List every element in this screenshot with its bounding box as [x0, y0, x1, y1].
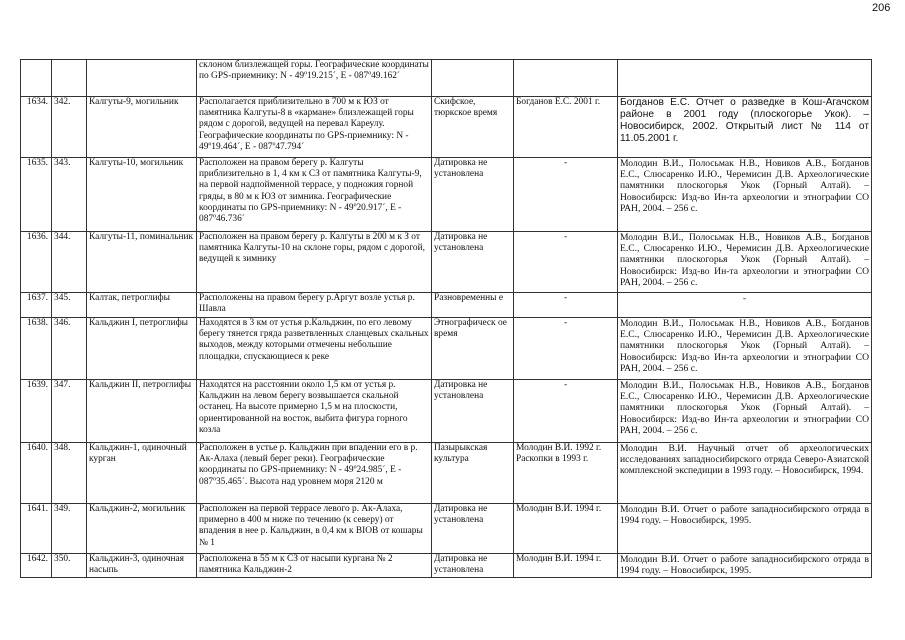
cell-dating: Датировка не установлена [432, 554, 514, 578]
cell-district-number: 350. [52, 554, 87, 578]
cell-registry-number: 1639. [21, 380, 52, 443]
cell-dating: Датировка не установлена [432, 158, 514, 232]
cell-discoverer: - [514, 318, 618, 380]
cell-district-number: 349. [52, 504, 87, 554]
cell-district-number: 343. [52, 158, 87, 232]
cell-reference: - [618, 293, 872, 318]
cell-reference: Молодин В.И., Полосьмак Н.В., Новиков А.В., Богданов Е.С., Слюсаренко И.Ю., Черемисин Д.В. Археологические памятники плоскогорья Укок (Горный Алтай). – Новосибирск: Изд-во Ин-та археологии и этнографии СО РАН, 2004. – 256 с. [618, 158, 872, 232]
cell-discoverer: Богданов Е.С. 2001 г. [514, 97, 618, 158]
table-row [21, 293, 872, 318]
cell-reference: Молодин В.И. Научный отчет об археологических исследованиях западносибирского отряда Северо-Азиатской комплексной экспедиции в 1993 году. – Новосибирск, 1994. [618, 443, 872, 504]
table-row [21, 443, 872, 504]
cell-discoverer [514, 60, 618, 97]
cell-discoverer: Молодин В.И. 1992 г. Раскопки в 1993 г. [514, 443, 618, 504]
cell-monument-name: Кальджин-1, одиночный курган [87, 443, 197, 504]
cell-dating: Датировка не установлена [432, 380, 514, 443]
cell-dating: Этнографическ ое время [432, 318, 514, 380]
cell-location-description: Расположен в устье р. Кальджин при впадении его в р. Ак-Алаха (левый берег реки). Географические координаты по GPS-приемнику: N - 49º24.985´, E - 087º35.465´. Высота над уровнем моря 2120 м [197, 443, 432, 504]
cell-registry-number: 1635. [21, 158, 52, 232]
cell-monument-name: Калгуты-9, могильник [87, 97, 197, 158]
cell-location-description: Расположена в 55 м к СЗ от насыпи кургана № 2 памятника Кальджин-2 [197, 554, 432, 578]
page-number: 206 [872, 2, 891, 14]
cell-district-number: 346. [52, 318, 87, 380]
cell-reference: Молодин В.И. Отчет о работе западносибирского отряда в 1994 году. – Новосибирск, 1995. [618, 504, 872, 554]
cell-registry-number: 1640. [21, 443, 52, 504]
cell-district-number: 345. [52, 293, 87, 318]
table-row [21, 97, 872, 158]
cell-reference: Богданов Е.С. Отчет о разведке в Кош-Агачском районе в 2001 году (плоскогорье Укок). – Новосибирск, 2002. Открытый лист № 114 от 11.05.2001 г. [618, 97, 872, 158]
cell-location-description: склоном близлежащей горы. Географические координаты по GPS-приемнику: N - 49º19.215´, E - 087º49.162´ [197, 60, 432, 97]
cell-discoverer: Молодин В.И. 1994 г. [514, 554, 618, 578]
cell-location-description: Расположен на первой террасе левого р. Ак-Алаха, примерно в 400 м ниже по течению (к северу) от впадения в нее р. Кальджин, в 0,4 км к ВІОВ от кошары № 1 [197, 504, 432, 554]
cell-monument-name: Кальджин II, петроглифы [87, 380, 197, 443]
cell-monument-name: Калтак, петроглифы [87, 293, 197, 318]
cell-monument-name: Калгуты-11, поминальник [87, 232, 197, 293]
cell-dating: Скифское, тюркское время [432, 97, 514, 158]
cell-registry-number: 1641. [21, 504, 52, 554]
cell-district-number: 348. [52, 443, 87, 504]
cell-reference: Молодин В.И., Полосьмак Н.В., Новиков А.В., Богданов Е.С., Слюсаренко И.Ю., Черемисин Д.В. Археологические памятники плоскогорья Укок (Горный Алтай). – Новосибирск: Изд-во Ин-та археологии и этнографии СО РАН, 2004. – 256 с. [618, 380, 872, 443]
cell-discoverer: - [514, 158, 618, 232]
table-body [21, 60, 872, 578]
cell-registry-number: 1636. [21, 232, 52, 293]
cell-location-description: Располагается приблизительно в 700 м к ЮЗ от памятника Калгуты-8 в «кармане» близлежащей горы рядом с дорогой, ведущей на перевал Кареулу. Географические координаты по GPS-приемнику: N - 49º19.464´, E - 087º47.794´ [197, 97, 432, 158]
table-row [21, 232, 872, 293]
cell-location-description: Расположен на правом берегу р. Калгуты в 200 м к З от памятника Калгуты-10 на склоне горы, рядом с дорогой, ведущей к зимнику [197, 232, 432, 293]
cell-location-description: Находятся на расстоянии около 1,5 км от устья р. Кальджин на левом берегу возвышается скальной останец. На высоте примерно 1,5 м на плоскости, ориентированной на восток, выбита фигура горного козла [197, 380, 432, 443]
cell-discoverer: Молодин В.И. 1994 г. [514, 504, 618, 554]
table-row [21, 504, 872, 554]
cell-registry-number: 1642. [21, 554, 52, 578]
cell-discoverer: - [514, 293, 618, 318]
cell-registry-number: 1638. [21, 318, 52, 380]
cell-dating [432, 60, 514, 97]
cell-reference: Молодин В.И. Отчет о работе западносибирского отряда в 1994 году. – Новосибирск, 1995. [618, 554, 872, 578]
cell-registry-number [21, 60, 52, 97]
cell-dating: Разновременны е [432, 293, 514, 318]
cell-district-number: 344. [52, 232, 87, 293]
cell-reference [618, 60, 872, 97]
cell-registry-number: 1637. [21, 293, 52, 318]
cell-discoverer: - [514, 380, 618, 443]
cell-district-number: 347. [52, 380, 87, 443]
cell-monument-name [87, 60, 197, 97]
cell-monument-name: Калгуты-10, могильник [87, 158, 197, 232]
cell-monument-name: Кальджин-2, могильник [87, 504, 197, 554]
table-row [21, 318, 872, 380]
cell-location-description: Расположен на правом берегу р. Калгуты приблизительно в 1, 4 км к СЗ от памятника Калгуты-9, на первой надпойменной террасе, у подножия горной гряды, в 80 м к ЮЗ от зимника. Географические координаты по GPS-приемнику: N - 49º20.917´, E - 087º46.736´ [197, 158, 432, 232]
cell-reference: Молодин В.И., Полосьмак Н.В., Новиков А.В., Богданов Е.С., Слюсаренко И.Ю., Черемисин Д.В. Археологические памятники плоскогорья Укок (Горный Алтай). – Новосибирск: Изд-во Ин-та археологии и этнографии СО РАН, 2004. – 256 с. [618, 232, 872, 293]
table-row [21, 158, 872, 232]
cell-dating: Пазырыкская культура [432, 443, 514, 504]
table-row [21, 60, 872, 97]
cell-district-number: 342. [52, 97, 87, 158]
table-row [21, 554, 872, 578]
cell-discoverer: - [514, 232, 618, 293]
cell-dating: Датировка не установлена [432, 232, 514, 293]
cell-monument-name: Кальджин I, петроглифы [87, 318, 197, 380]
cell-location-description: Расположены на правом берегу р.Аргут возле устья р. Шавла [197, 293, 432, 318]
cell-dating: Датировка не установлена [432, 504, 514, 554]
cell-reference: Молодин В.И., Полосьмак Н.В., Новиков А.В., Богданов Е.С., Слюсаренко И.Ю., Черемисин Д.В. Археологические памятники плоскогорья Укок (Горный Алтай). – Новосибирск: Изд-во Ин-та археологии и этнографии СО РАН, 2004. – 256 с. [618, 318, 872, 380]
cell-registry-number: 1634. [21, 97, 52, 158]
cell-location-description: Находятся в 3 км от устья р.Кальджин, по его левому берегу тянется гряда разветвленных сланцевых скальных выходов, между которыми отмечены небольшие площадки, спускающиеся к реке [197, 318, 432, 380]
cell-district-number [52, 60, 87, 97]
table-row [21, 380, 872, 443]
monuments-table [20, 59, 872, 578]
cell-monument-name: Кальджин-3, одиночная насыпь [87, 554, 197, 578]
